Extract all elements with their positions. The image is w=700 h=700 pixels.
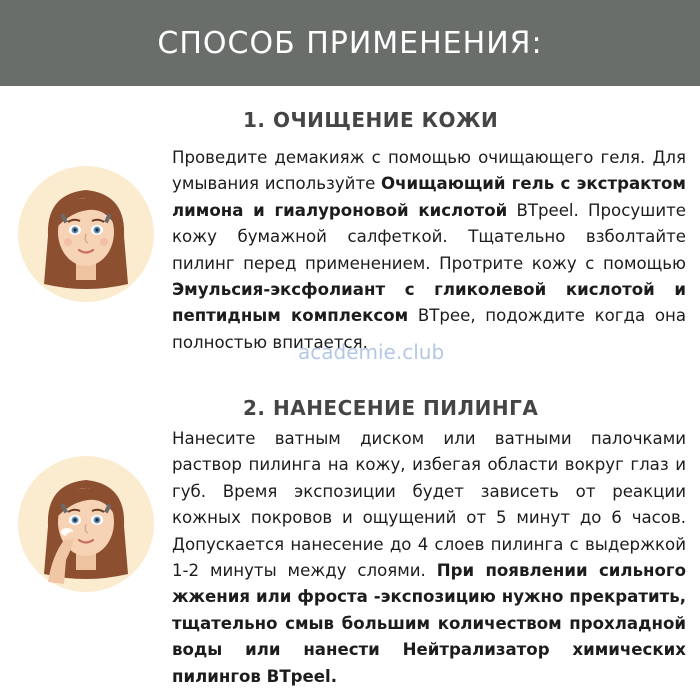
warning-bold: При появлении сильного жжения или фроста -экспозицию нужно прекратить, тщательно смыв большим количеством прохладной воды или нанести Нейтрализатор химических пилингов BTpeel. xyxy=(172,561,686,686)
page-title: СПОСОБ ПРИМЕНЕНИЯ: xyxy=(157,25,543,61)
product-name-bold: Эмульсия-эксфолиант с гликолевой кислотой и пептидным комплексом xyxy=(172,280,686,326)
header-banner xyxy=(0,0,700,86)
section-1-text xyxy=(172,145,686,356)
text-part: Нанесите ватным диском или ватными палочками раствор пилинга на кожу, избегая области вокруг глаз и губ. Время экспозиции будет зависеть от реакции кожных покровов и ощущений от 5 минут до 6 часов. Допускается нанесение до 4 слоев пилинга с выдержкой 1-2 минуты между слоями. xyxy=(172,429,686,581)
text-part: Проведите демакияж с помощью очищающего геля. Для умывания используйте xyxy=(172,148,686,194)
watermark: academie.club xyxy=(298,340,445,364)
text-part: BTpeel. Просушите кожу бумажной салфеткой. Тщательно взболтайте пилинг перед применением. Протрите кожу с помощью xyxy=(172,200,686,273)
section-2-title: 2. НАНЕСЕНИЕ ПИЛИНГА xyxy=(243,396,539,420)
woman-face-icon xyxy=(18,166,154,302)
section-2-text xyxy=(172,426,686,690)
woman-applying-cream-icon xyxy=(18,456,154,592)
text-part: BTpee, подождите когда она полностью впитается. xyxy=(172,306,686,352)
product-name-bold: Очищающий гель с экстрактом лимона и гиалуроновой кислотой xyxy=(172,174,686,220)
section-1-title: 1. ОЧИЩЕНИЕ КОЖИ xyxy=(243,108,499,132)
